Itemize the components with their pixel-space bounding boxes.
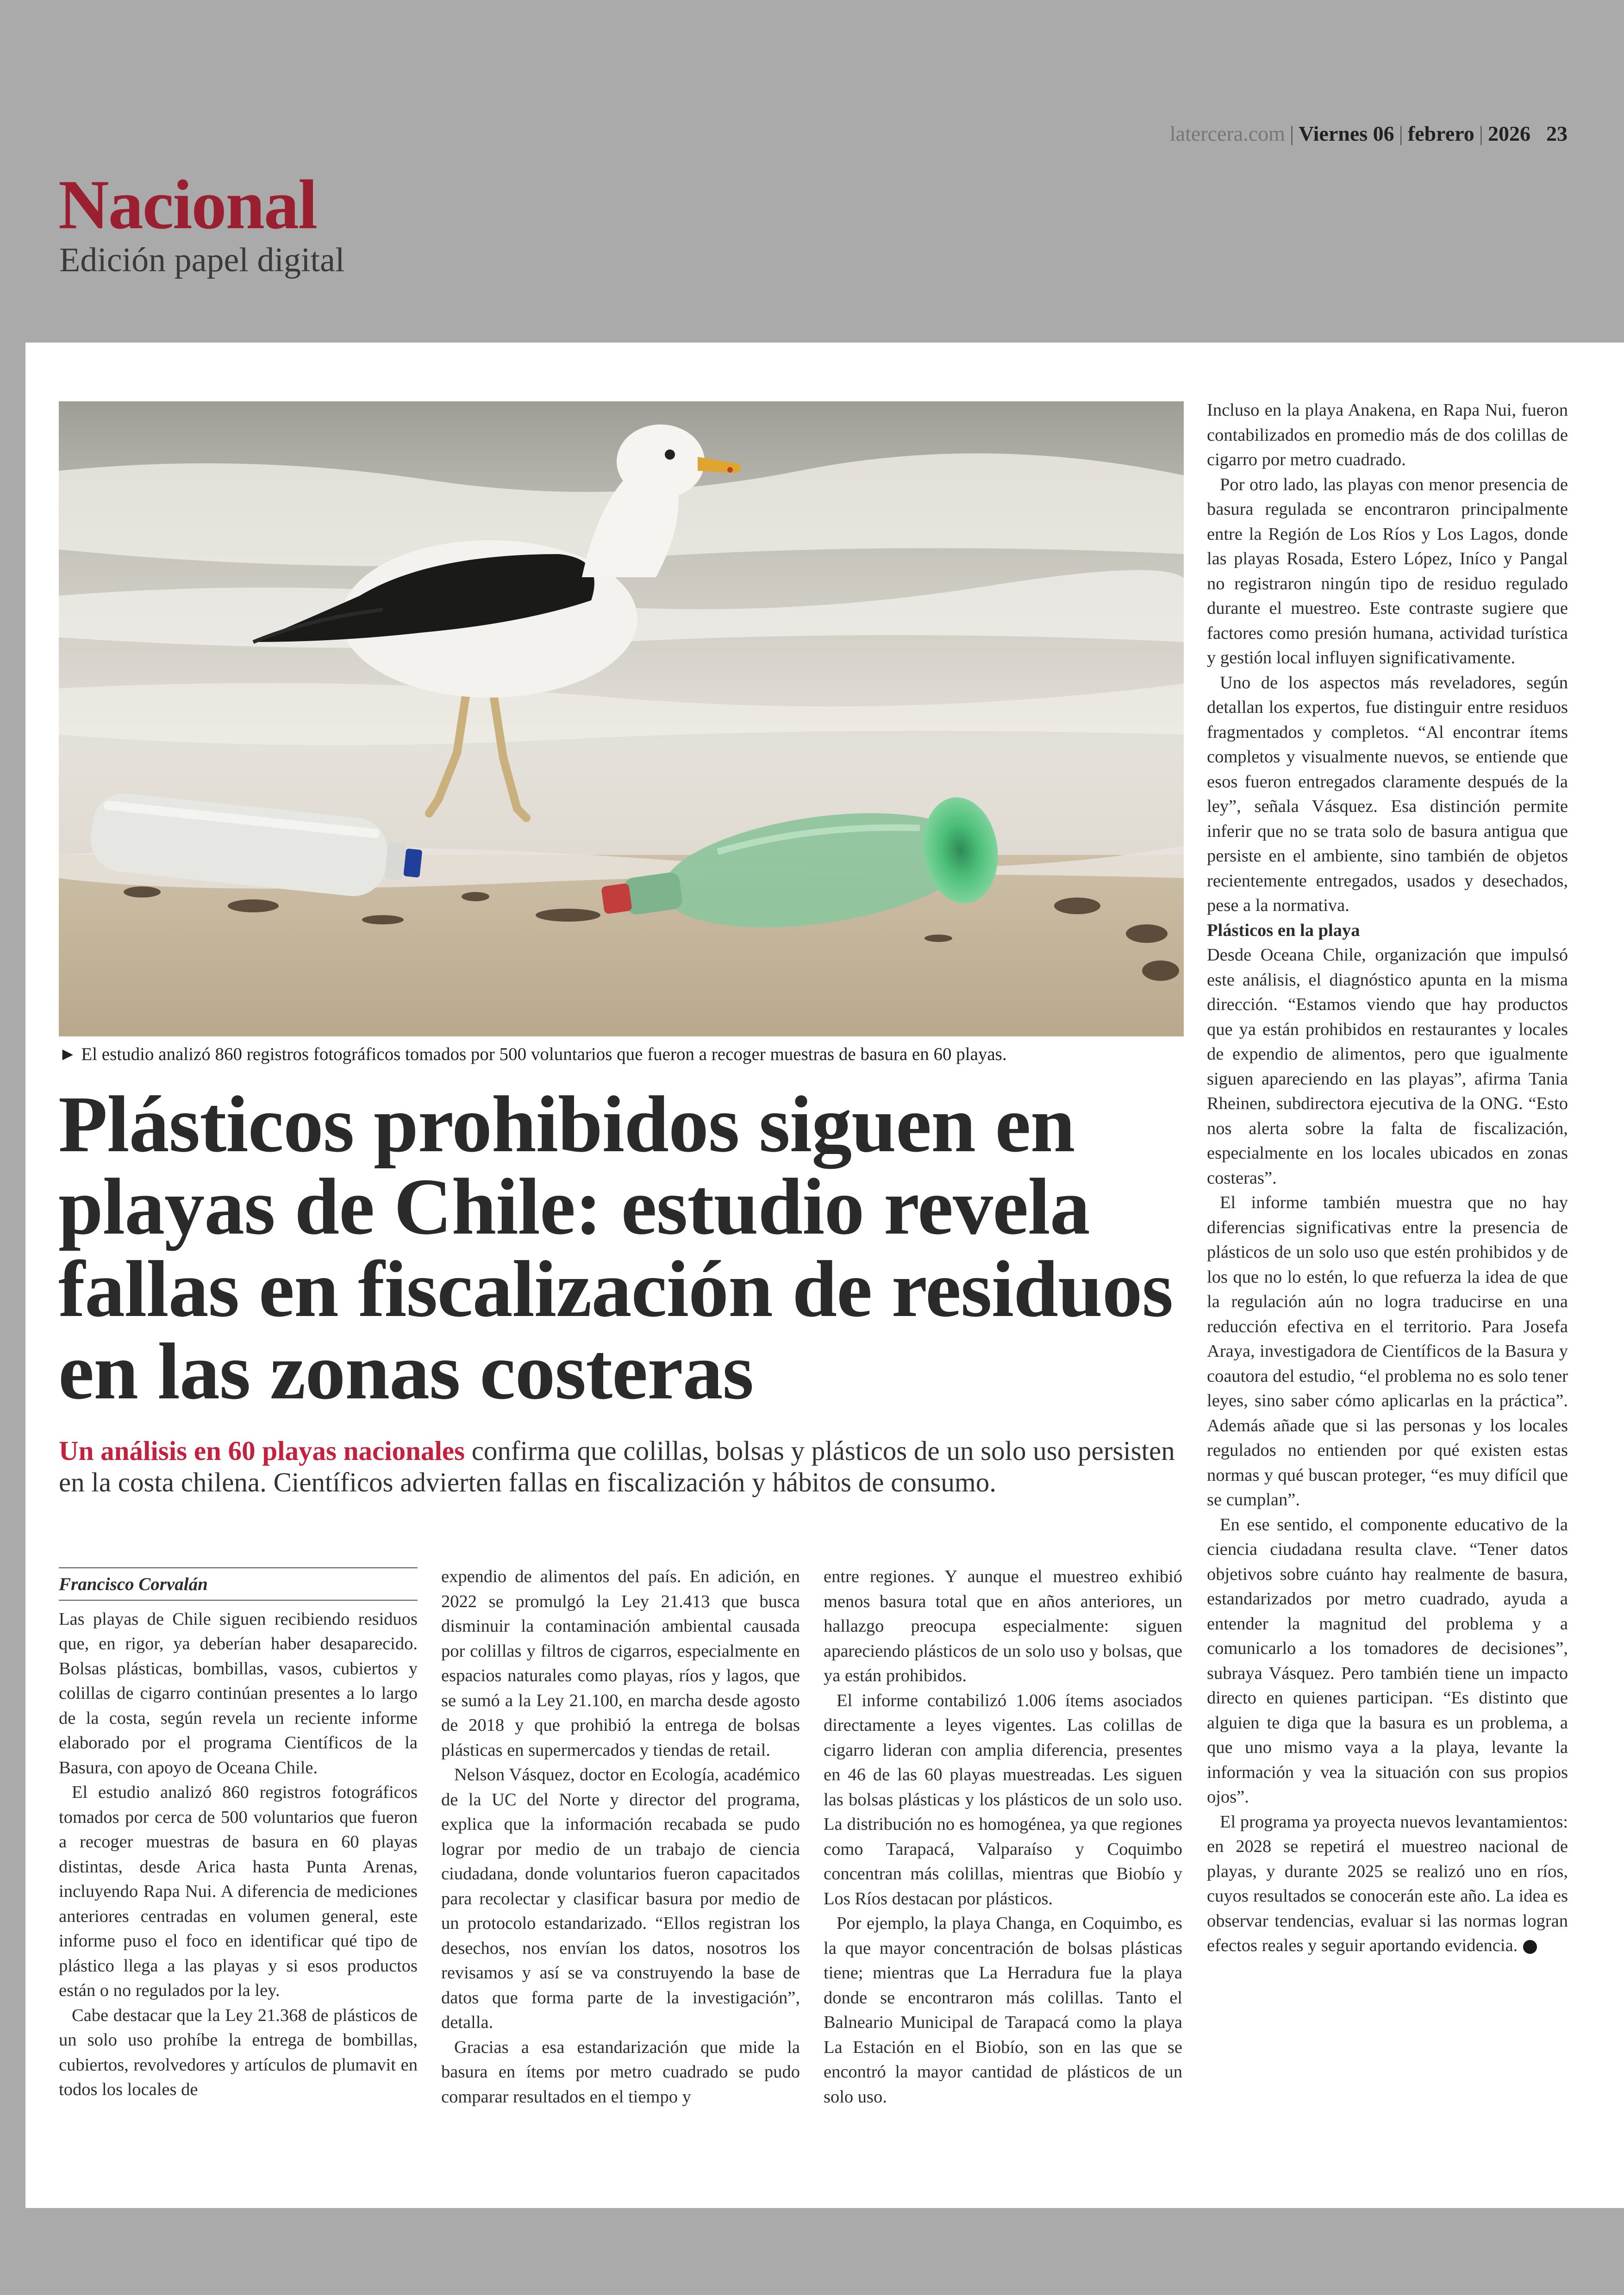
article-column-3	[824, 1565, 1182, 2109]
article-column-1	[59, 1567, 418, 2102]
paragraph: Incluso en la playa Anakena, en Rapa Nui, fueron contabilizados en promedio más de dos colillas de cigarro por metro cuadrado.	[1207, 400, 1568, 469]
paragraph: El informe contabilizó 1.006 ítems asociados directamente a leyes vigentes. Las colillas de cigarro lideran con amplia diferencia, presentes en 46 de las 60 playas muestreadas. Les siguen las bolsas plásticas y los plásticos de un solo uso. La distribución no es homogénea, ya que regiones como Tarapacá, Valparaíso y Coquimbo concentran más colillas, mientras que Biobío y Los Ríos destacan por plásticos.	[824, 1690, 1182, 1908]
dateline: latercera.com | Viernes 06 | febrero | 2026 23	[1169, 122, 1568, 145]
date-weekday: Viernes 06	[1299, 122, 1394, 145]
paragraph-text: El programa ya proyecta nuevos levantamientos: en 2028 se repetirá el muestreo nacional de playas, y durante 2025 se realizó uno en ríos, cuyos resultados se conocerán este año. La idea es observar tendencias, evaluar si las normas logran efectos reales y seguir aportando evidencia.	[1207, 1812, 1568, 1955]
headline: Plásticos prohibidos siguen en playas de Chile: estudio revela fallas en fiscalización de residuos en las zonas costeras	[58, 1079, 1173, 1416]
paragraph: Uno de los aspectos más reveladores, según detallan los expertos, fue distinguir entre residuos fragmentados y completos. “Al encontrar ítems completos y visualmente nuevos, se entiende que esos fueron entregados claramente después de la ley”, señala Vásquez. Esa distinción permite inferir que no se trata solo de basura antigua que persiste en el ambiente, sino también de objetos recientemente entregados, usados y desechados, pese a la normativa.	[1207, 673, 1568, 915]
deck	[59, 1435, 1188, 1498]
seagull-beach-image	[59, 401, 1184, 1036]
paragraph: Por otro lado, las playas con menor presencia de basura regulada se encontraron principalmente entre la Región de Los Ríos y Los Lagos, donde las playas Rosada, Estero López, Iníco y Pangal no registraron ningún tipo de residuo regulado durante el muestreo. Este contraste sugiere que factores como presión humana, actividad turística y gestión local influyen significativamente.	[1207, 474, 1568, 667]
paragraph: En ese sentido, el componente educativo de la ciencia ciudadana resulta clave. “Tener datos objetivos sobre cuánto hay realmente de basura, estandarizados por metro cuadrado, ayuda a entender la magnitud del problema y a comunicarlo a los tomadores de decisiones”, subraya Vásquez. Pero también tiene un impacto directo en quienes participan. “Es distinto que alguien te diga que la basura es un problema, a que uno mismo vaya a la playa, levante la información y vea la situación con sus propios ojos”.	[1207, 1515, 1568, 1807]
paragraph: El estudio analizó 860 registros fotográficos tomados por cerca de 500 voluntarios que fueron a recoger muestras de basura en 60 playas distintas, desde Arica hasta Punta Arenas, incluyendo Rapa Nui. A diferencia de mediciones anteriores centradas en volumen general, este informe puso el foco en identificar qué tipo de plástico llega a las playas y si esos productos están o no regulados por la ley.	[59, 1783, 418, 2000]
paragraph: Las playas de Chile siguen recibiendo residuos que, en rigor, ya deberían haber desaparecido. Bolsas plásticas, bombillas, vasos, cubiertos y colillas de cigarro continúan presentes a lo largo de la costa, según revela un reciente informe elaborado por el programa Científicos de la Basura, con apoyo de Oceana Chile.	[59, 1609, 418, 1777]
deck-text: confirma que colillas, bolsas y plásticos de un solo uso persisten en la costa chilena. Científicos advierten fallas en fiscalización y hábitos de consumo.	[59, 1435, 1175, 1497]
byline: Francisco Corvalán	[59, 1567, 418, 1601]
end-mark-icon	[1523, 1940, 1537, 1954]
paragraph: Cabe destacar que la Ley 21.368 de plásticos de un solo uso prohíbe la entrega de bombillas, cubiertos, revolvedores y artículos de plumavit en todos los locales de	[59, 2005, 418, 2099]
site-link[interactable]: latercera.com	[1169, 122, 1285, 145]
paragraph: Nelson Vásquez, doctor en Ecología, académico de la UC del Norte y director del programa, explica que la información recabada se pudo lograr por medio de un trabajo de ciencia ciudadana, donde voluntarios fueron capacitados para recolectar y clasificar basura por medio de un protocolo estandarizado. “Ellos registran los desechos, nos envían los datos, nosotros los revisamos y así se va construyendo la base de datos que forma parte de la investigación”, detalla.	[441, 1765, 800, 2032]
paragraph: Desde Oceana Chile, organización que impulsó este análisis, el diagnóstico apunta en la misma dirección. “Estamos viendo que hay productos que ya están prohibidos en restaurantes y locales de expendio de alimentos, pero que igualmente siguen apareciendo en las playas”, afirma Tania Rheinen, subdirectora ejecutiva de la ONG. “Esto nos alerta sobre la falta de fiscalización, especialmente en los locales ubicados en zonas costeras”.	[1207, 945, 1568, 1188]
article-column-2	[441, 1565, 800, 2109]
edition-label: Edición papel digital	[59, 241, 345, 279]
article-photo	[59, 401, 1184, 1036]
date-year: 2026	[1488, 122, 1530, 145]
deck-highlight: Un análisis en 60 playas nacionales	[59, 1435, 465, 1466]
paragraph: Gracias a esa estandarización que mide la basura en ítems por metro cuadrado se pudo comparar resultados en el tiempo y	[441, 2037, 800, 2107]
paragraph: expendio de alimentos del país. En adición, en 2022 se promulgó la Ley 21.413 que busca disminuir la contaminación ambiental causada por colillas y filtros de cigarros, especialmente en espacios naturales como playas, ríos y lagos, que se sumó a la Ley 21.100, en marcha desde agosto de 2018 y que prohibió la entrega de bolsas plásticas en supermercados y tiendas de retail.	[441, 1567, 800, 1760]
paragraph: El informe también muestra que no hay diferencias significativas entre la presencia de plásticos de un solo uso que estén prohibidos y de los que no lo estén, lo que refuerza la idea de que la regulación aún no logra traducirse en una reducción efectiva en el territorio. Para Josefa Araya, investigadora de Científicos de la Basura y coautora del estudio, “el problema no es solo tener leyes, sino saber cómo aplicarlas en la práctica”. Además añade que si las personas y los locales regulados no entienden por qué existen estas normas y qué buscan proteger, “es muy difícil que se cumplan”.	[1207, 1193, 1568, 1509]
final-paragraph	[1207, 1810, 1568, 1958]
section-title: Nacional	[58, 166, 317, 243]
paragraph: Por ejemplo, la playa Changa, en Coquimbo, es la que mayor concentración de bolsas plásticas tiene; mientras que La Herradura fue la playa donde se encontraron más colillas. Tanto el Balneario Municipal de Tarapacá como la playa La Estación en el Biobío, son en las que se encontró la mayor cantidad de plásticos de un solo uso.	[824, 1914, 1182, 2107]
date-month: febrero	[1407, 122, 1474, 145]
subheading: Plásticos en la playa	[1207, 920, 1360, 940]
paragraph: entre regiones. Y aunque el muestreo exhibió menos basura total que en años anteriores, un hallazgo preocupa especialmente: siguen apareciendo plásticos de un solo uso y bolsas, que ya están prohibidos.	[824, 1567, 1182, 1685]
photo-caption: ► El estudio analizó 860 registros fotográficos tomados por 500 voluntarios que fueron a recoger muestras de basura en 60 playas.	[59, 1044, 1007, 1064]
article-column-4	[1207, 398, 1568, 1958]
page-number: 23	[1546, 122, 1568, 145]
